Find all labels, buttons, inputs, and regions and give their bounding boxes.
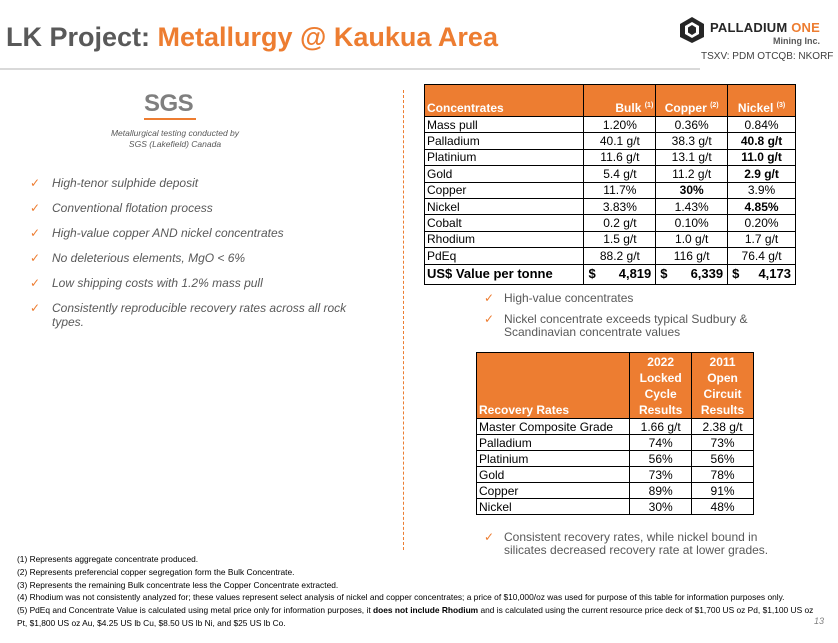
row-label: Copper xyxy=(425,182,584,198)
cell-bulk: 0.2 g/t xyxy=(584,215,656,231)
bullet-text: High-value copper AND nickel concentrates xyxy=(52,226,284,240)
cell-copper: 13.1 g/t xyxy=(656,149,728,165)
header-line: Cycle xyxy=(644,387,677,401)
cell-copper: 11.2 g/t xyxy=(656,166,728,182)
table-row xyxy=(425,198,796,214)
cell-copper: 30% xyxy=(656,182,728,198)
cell-2011: 56% xyxy=(692,451,754,467)
company-logo xyxy=(678,16,838,64)
value-amount: 4,173 xyxy=(758,266,791,282)
row-label: Nickel xyxy=(477,499,630,515)
key-points-list xyxy=(28,176,378,340)
cell-nickel: 1.7 g/t xyxy=(728,231,796,247)
logo-subtitle: Mining Inc. xyxy=(773,36,820,46)
checkmark-icon: ✓ xyxy=(484,530,495,544)
table-row xyxy=(425,215,796,231)
cell-copper: 0.36% xyxy=(656,117,728,133)
footnote-3: (3) Represents the remaining Bulk concentrate less the Copper Concentrate extracted. xyxy=(17,579,339,590)
header-nickel xyxy=(728,85,796,117)
table-header-row xyxy=(477,353,754,419)
cell-nickel: 76.4 g/t xyxy=(728,248,796,264)
cell-bulk: 3.83% xyxy=(584,198,656,214)
row-label: Nickel xyxy=(425,198,584,214)
header-line: 2011 xyxy=(709,355,736,369)
cell-copper: 116 g/t xyxy=(656,248,728,264)
list-item xyxy=(28,276,378,290)
footnote-5-bold: does not include Rhodium xyxy=(372,605,479,616)
cell-bulk: 88.2 g/t xyxy=(584,248,656,264)
value-amount: 6,339 xyxy=(690,266,724,282)
table-row xyxy=(477,435,754,451)
cell-nickel: 40.8 g/t xyxy=(728,133,796,149)
header-line: Results xyxy=(700,403,745,417)
header-recovery-rates: Recovery Rates xyxy=(477,353,630,419)
footnote-2: (2) Represents preferencial copper segregation form the Bulk Concentrate. xyxy=(17,566,295,577)
row-label: Gold xyxy=(477,467,630,483)
header-line: Circuit xyxy=(703,387,742,401)
row-label: Platinium xyxy=(477,451,630,467)
bullet-text: Low shipping costs with 1.2% mass pull xyxy=(52,276,263,290)
cell-bulk: 11.6 g/t xyxy=(584,149,656,165)
row-label: Rhodium xyxy=(425,231,584,247)
value-per-tonne-row xyxy=(425,264,796,284)
footnote-5-text-b: and is calculated using the current resource price deck of $1,700 US oz Pd, $1,100 US oz Pt, $1,800 US oz Au, $4.25 US lb Cu, $8.50 US lb Ni, and $25 US lb Co. xyxy=(17,605,814,628)
table-row xyxy=(425,166,796,182)
checkmark-icon: ✓ xyxy=(30,226,41,240)
recovery-rates-table xyxy=(476,352,754,515)
header-line: Locked xyxy=(639,371,682,385)
footnote-5 xyxy=(17,604,817,630)
table-row xyxy=(425,149,796,165)
page-title xyxy=(6,22,498,53)
header-copper-label: Copper xyxy=(664,101,707,115)
cell-bulk: 11.7% xyxy=(584,182,656,198)
bullet-text: No deleterious elements, MgO < 6% xyxy=(52,251,246,265)
cell-2011: 2.38 g/t xyxy=(692,419,754,435)
page-title-main: Metallurgy @ Kaukua Area xyxy=(157,22,498,52)
list-item xyxy=(28,226,378,240)
bullet-text: Consistently reproducible recovery rates across all rock types. xyxy=(52,301,347,329)
sgs-logo-underline xyxy=(144,118,196,120)
concentrate-notes-list xyxy=(482,292,802,347)
table-row xyxy=(477,419,754,435)
bullet-text: High-value concentrates xyxy=(504,291,634,305)
row-label: Cobalt xyxy=(425,215,584,231)
header-concentrates: Concentrates xyxy=(425,85,584,117)
cell-2022: 1.66 g/t xyxy=(630,419,692,435)
cell-nickel: 2.9 g/t xyxy=(728,166,796,182)
cell-nickel: 0.20% xyxy=(728,215,796,231)
cell-2011: 91% xyxy=(692,483,754,499)
table-header-row xyxy=(425,85,796,117)
checkmark-icon: ✓ xyxy=(30,251,41,265)
cell-nickel-value xyxy=(728,264,796,284)
row-label: Platinium xyxy=(425,149,584,165)
footnote-ref: (2) xyxy=(710,102,719,109)
cell-copper: 1.0 g/t xyxy=(656,231,728,247)
cell-nickel: 4.85% xyxy=(728,198,796,214)
table-row xyxy=(477,499,754,515)
currency-symbol: $ xyxy=(732,266,740,282)
bullet-text: Consistent recovery rates, while nickel bound in silicates decreased recovery rate at lower grades. xyxy=(504,530,769,557)
sgs-caption-line1: Metallurgical testing conducted by xyxy=(110,128,240,138)
footnotes xyxy=(17,553,817,630)
table-row xyxy=(425,231,796,247)
stock-ticker: TSXV: PDM OTCQB: NKORF xyxy=(701,51,834,62)
list-item xyxy=(482,313,802,339)
header-bulk xyxy=(584,85,656,117)
cell-bulk: 5.4 g/t xyxy=(584,166,656,182)
currency-symbol: $ xyxy=(588,266,596,282)
table-row xyxy=(425,248,796,264)
list-item xyxy=(28,176,378,190)
list-item xyxy=(28,251,378,265)
cell-2011: 78% xyxy=(692,467,754,483)
list-item xyxy=(28,301,378,329)
currency-symbol: $ xyxy=(660,266,668,282)
cell-nickel: 0.84% xyxy=(728,117,796,133)
footnote-4: (4) Rhodium was not consistently analyzed for; these values represent select analysis of nickel and copper concentrates; a price of $10,000/oz was used for purpose of this table for information purposes only. xyxy=(17,592,785,603)
checkmark-icon: ✓ xyxy=(30,301,41,315)
footnote-5-text-a: (5) PdEq and Concentrate Value is calculated using metal price only for information purposes, it xyxy=(17,605,373,616)
cell-copper: 1.43% xyxy=(656,198,728,214)
sgs-logo xyxy=(144,90,196,122)
sgs-logo-text: SGS xyxy=(144,90,194,117)
value-amount: 4,819 xyxy=(618,266,652,282)
footnote-ref: (1) xyxy=(644,102,654,109)
cell-2022: 74% xyxy=(630,435,692,451)
header-2011-results xyxy=(692,353,754,419)
checkmark-icon: ✓ xyxy=(30,201,41,215)
row-label: Gold xyxy=(425,166,584,182)
table-row xyxy=(425,133,796,149)
cell-copper-value xyxy=(656,264,728,284)
header-line: 2022 xyxy=(647,355,674,369)
table-row xyxy=(425,182,796,198)
cell-bulk: 1.20% xyxy=(584,117,656,133)
table-row xyxy=(425,117,796,133)
table-row xyxy=(477,483,754,499)
table-row xyxy=(477,451,754,467)
row-label: US$ Value per tonne xyxy=(425,264,584,284)
row-label: PdEq xyxy=(425,248,584,264)
header-nickel-label: Nickel xyxy=(737,101,774,115)
cell-2011: 48% xyxy=(692,499,754,515)
page-number: 13 xyxy=(814,616,825,626)
row-label: Master Composite Grade xyxy=(477,419,630,435)
logo-name-part1: PALLADIUM xyxy=(710,20,792,35)
sgs-caption xyxy=(90,128,260,149)
row-label: Copper xyxy=(477,483,630,499)
concentrates-table xyxy=(424,84,796,285)
cell-nickel: 11.0 g/t xyxy=(728,149,796,165)
cell-copper: 0.10% xyxy=(656,215,728,231)
page-title-prefix: LK Project: xyxy=(6,22,158,52)
cell-2022: 56% xyxy=(630,451,692,467)
cell-2022: 89% xyxy=(630,483,692,499)
header-line: Results xyxy=(638,403,683,417)
cell-2022: 30% xyxy=(630,499,692,515)
table-row xyxy=(477,467,754,483)
row-label: Palladium xyxy=(477,435,630,451)
bullet-text: Conventional flotation process xyxy=(52,201,213,215)
checkmark-icon: ✓ xyxy=(484,312,495,326)
cell-bulk-value xyxy=(584,264,656,284)
checkmark-icon: ✓ xyxy=(30,176,41,190)
row-label: Mass pull xyxy=(425,117,584,133)
logo-company-name xyxy=(710,20,820,35)
list-item xyxy=(28,201,378,215)
checkmark-icon: ✓ xyxy=(30,276,41,290)
title-divider xyxy=(0,68,700,70)
palladium-one-logo-icon xyxy=(678,16,706,44)
checkmark-icon: ✓ xyxy=(484,291,495,305)
cell-nickel: 3.9% xyxy=(728,182,796,198)
footnote-1: (1) Represents aggregate concentrate produced. xyxy=(17,554,199,564)
column-divider xyxy=(403,90,404,550)
header-copper xyxy=(656,85,728,117)
sgs-caption-line2: SGS (Lakefield) Canada xyxy=(128,138,222,149)
header-bulk-label: Bulk xyxy=(615,101,642,115)
list-item xyxy=(482,292,802,305)
footnote-ref: (3) xyxy=(776,102,786,109)
cell-2011: 73% xyxy=(692,435,754,451)
header-line: Open xyxy=(707,371,738,385)
header-2022-results xyxy=(630,353,692,419)
bullet-text: High-tenor sulphide deposit xyxy=(52,176,199,190)
logo-name-part2: ONE xyxy=(791,20,820,35)
cell-bulk: 1.5 g/t xyxy=(584,231,656,247)
cell-copper: 38.3 g/t xyxy=(656,133,728,149)
row-label: Palladium xyxy=(425,133,584,149)
cell-bulk: 40.1 g/t xyxy=(584,133,656,149)
bullet-text: Nickel concentrate exceeds typical Sudbury & Scandinavian concentrate values xyxy=(504,312,748,339)
cell-2022: 73% xyxy=(630,467,692,483)
